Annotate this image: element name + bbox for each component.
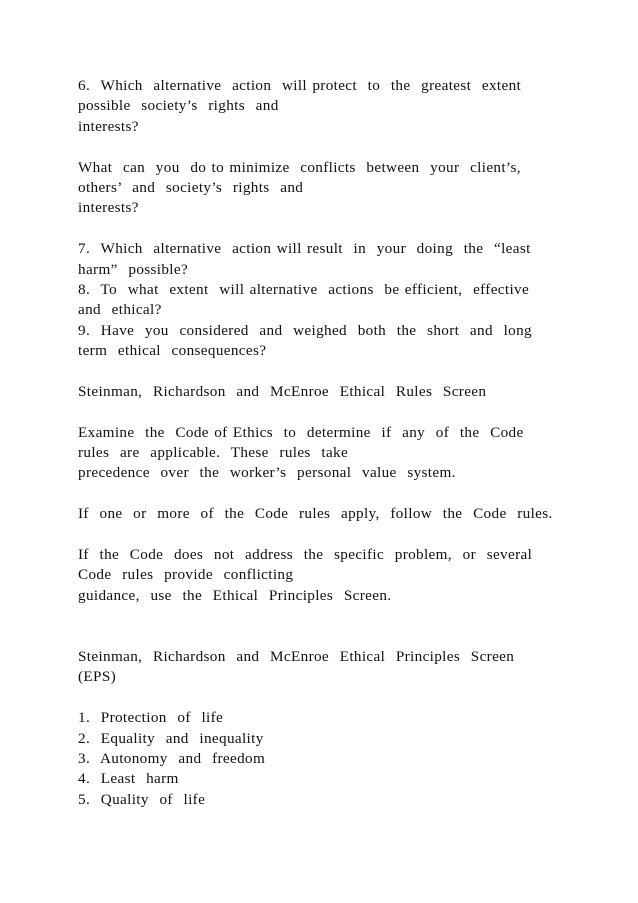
text-line: 9. Have you considered and weighed both the short and long: [78, 321, 532, 339]
text-line: interests?: [78, 117, 139, 135]
blank-line: [78, 137, 578, 157]
text-line: Examine the Code of Ethics to determine if any of the Code: [78, 423, 524, 441]
text-line: and ethical?: [78, 301, 162, 319]
text-line: possible society’s rights and: [78, 97, 279, 115]
text-line: rules are applicable. These rules take: [78, 444, 349, 462]
text-line: What can you do to minimize conflicts between your client’s,: [78, 158, 521, 176]
blank-line: [78, 484, 578, 504]
text-line: Code rules provide conflicting: [78, 566, 294, 584]
document-body: [78, 76, 578, 810]
list-item: 2. Equality and inequality: [78, 729, 264, 747]
blank-line: [78, 606, 578, 626]
blank-line: [78, 402, 578, 422]
blank-line: [78, 688, 578, 708]
text-line: 7. Which alternative action will result in your doing the “least: [78, 240, 531, 258]
text-line: (EPS): [78, 668, 117, 686]
blank-line: [78, 525, 578, 545]
list-item: 5. Quality of life: [78, 790, 206, 808]
section-heading: Steinman, Richardson and McEnroe Ethical Principles Screen: [78, 647, 515, 665]
text-line: 8. To what extent will alternative actions be efficient, effective: [78, 280, 530, 298]
list-item: 1. Protection of life: [78, 709, 224, 727]
list-item: 4. Least harm: [78, 770, 179, 788]
section-heading: Steinman, Richardson and McEnroe Ethical Rules Screen: [78, 382, 487, 400]
list-item: 3. Autonomy and freedom: [78, 749, 266, 767]
text-line: 6. Which alternative action will protect to the greatest extent: [78, 77, 522, 94]
blank-line: [78, 627, 578, 647]
text-line: guidance, use the Ethical Principles Screen.: [78, 586, 392, 604]
text-line: term ethical consequences?: [78, 342, 267, 360]
blank-line: [78, 361, 578, 381]
text-line: If the Code does not address the specific problem, or several: [78, 545, 533, 563]
text-line: precedence over the worker’s personal value system.: [78, 464, 456, 482]
text-line: If one or more of the Code rules apply, follow the Code rules.: [78, 505, 553, 523]
text-line: harm” possible?: [78, 260, 189, 278]
text-line: interests?: [78, 199, 139, 217]
text-line: others’ and society’s rights and: [78, 178, 304, 196]
blank-line: [78, 219, 578, 239]
